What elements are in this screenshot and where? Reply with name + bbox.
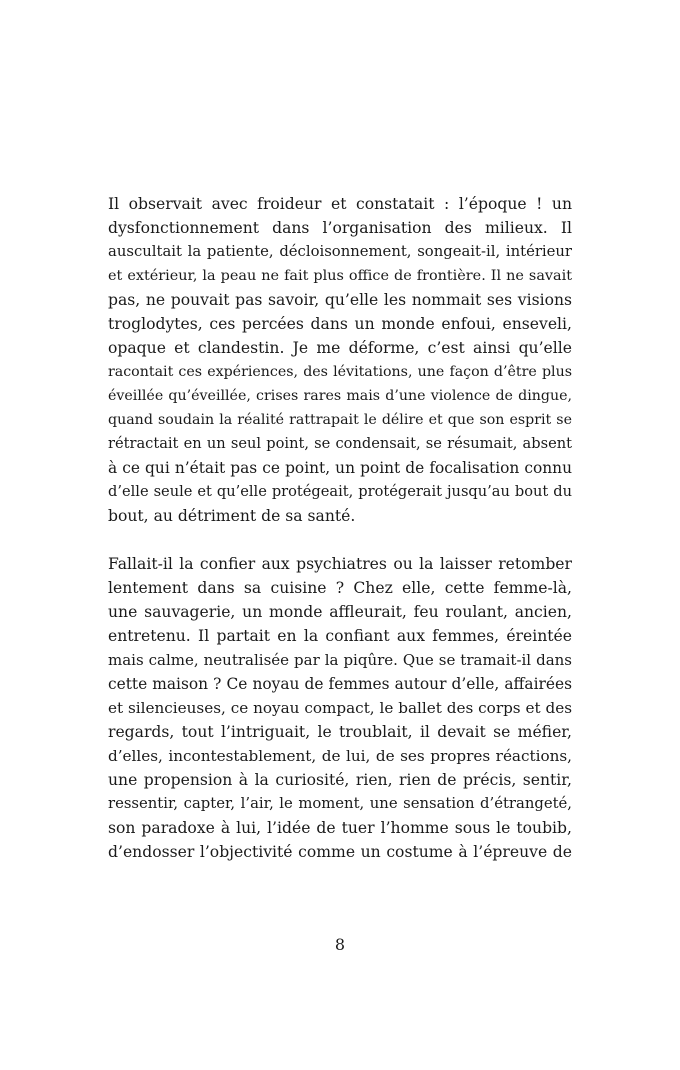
- text-line: mais calme, neutralisée par la piqûre. Que se tramait-il dans: [108, 651, 572, 669]
- text-line: troglodytes, ces percées dans un monde enfoui, enseveli,: [108, 315, 572, 333]
- text-line: et extérieur, la peau ne fait plus office de frontière. Il ne savait: [108, 268, 572, 284]
- text-line: dysfonctionnement dans l’organisation des milieux. Il: [108, 219, 572, 237]
- text-line: bout, au détriment de sa santé.: [108, 507, 356, 525]
- paragraph-spacer: [108, 528, 572, 552]
- text-line: une sauvagerie, un monde affleurait, feu roulant, ancien,: [108, 603, 572, 621]
- text-line: entretenu. Il partait en la confiant aux femmes, éreintée: [108, 627, 572, 645]
- text-line: et silencieuses, ce noyau compact, le ballet des corps et des: [108, 699, 572, 717]
- text-line: auscultait la patiente, décloisonnement, songeait-il, intérieur: [108, 243, 572, 260]
- body-text: [108, 192, 572, 864]
- text-line: racontait ces expériences, des lévitations, une façon d’être plus: [108, 364, 572, 380]
- text-line: son paradoxe à lui, l’idée de tuer l’homme sous le toubib,: [108, 819, 572, 837]
- text-line: Fallait-il la confier aux psychiatres ou la laisser retomber: [108, 555, 572, 573]
- text-line: une propension à la curiosité, rien, rien de précis, sentir,: [108, 771, 572, 789]
- text-line: d’elle seule et qu’elle protégeait, protégerait jusqu’au bout du: [108, 483, 572, 500]
- paragraph: [108, 552, 572, 864]
- text-line: éveillée qu’éveillée, crises rares mais d’une violence de dingue,: [108, 388, 572, 404]
- text-line: opaque et clandestin. Je me déforme, c’est ainsi qu’elle: [108, 339, 572, 357]
- text-line: lentement dans sa cuisine ? Chez elle, cette femme-là,: [108, 579, 572, 597]
- page-number: 8: [334, 935, 346, 954]
- text-line: Il observait avec froideur et constatait : l’époque ! un: [108, 195, 572, 213]
- text-line: pas, ne pouvait pas savoir, qu’elle les nommait ses visions: [108, 291, 572, 309]
- text-line: ressentir, capter, l’air, le moment, une sensation d’étrangeté,: [108, 795, 572, 812]
- text-line: cette maison ? Ce noyau de femmes autour d’elle, affairées: [108, 675, 572, 693]
- text-line: rétractait en un seul point, se condensait, se résumait, absent: [108, 435, 572, 452]
- paragraph: [108, 192, 572, 528]
- text-line: à ce qui n’était pas ce point, un point de focalisation connu: [108, 459, 572, 477]
- text-line: d’endosser l’objectivité comme un costume à l’épreuve de: [108, 843, 572, 861]
- text-line: d’elles, incontestablement, de lui, de ses propres réactions,: [108, 747, 572, 765]
- text-line: regards, tout l’intriguait, le troublait, il devait se méfier,: [108, 723, 572, 741]
- text-line: quand soudain la réalité rattrapait le délire et que son esprit se: [108, 412, 572, 428]
